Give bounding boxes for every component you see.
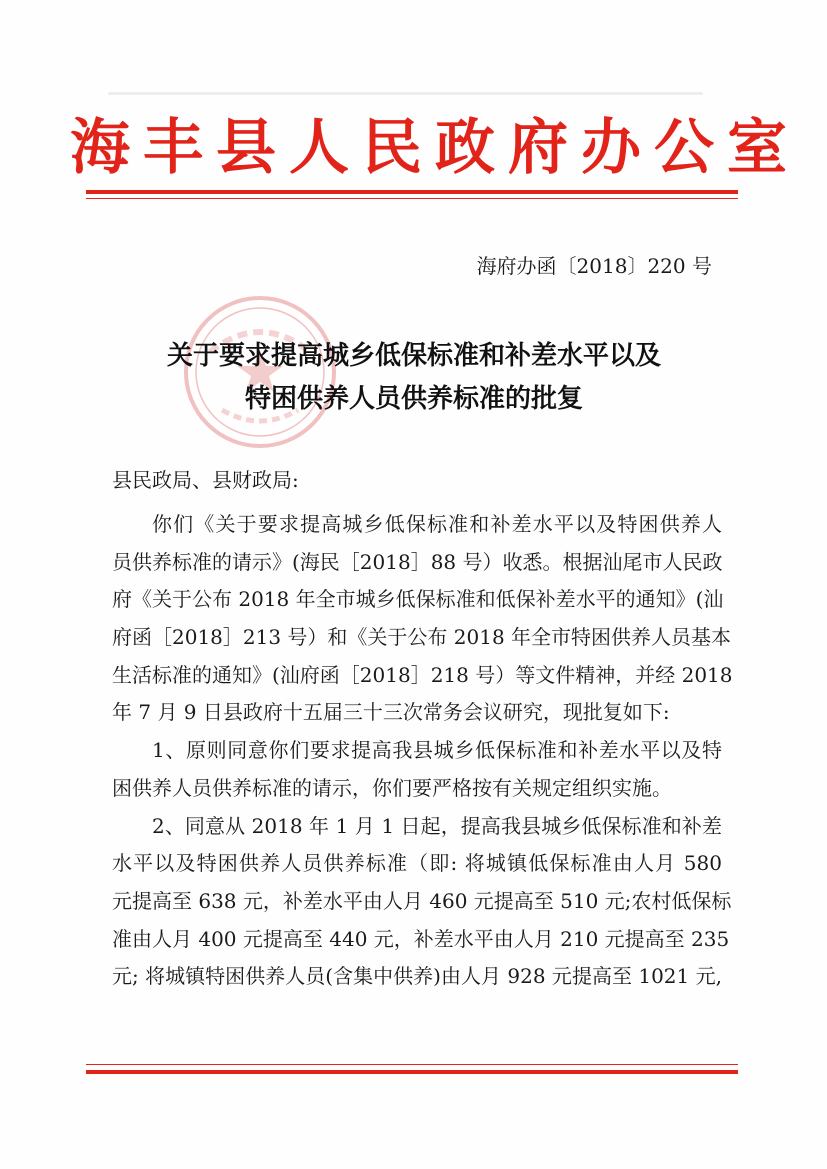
document-title <box>70 335 758 421</box>
body-line: 府函［2018］213 号）和《关于公布 2018 年全市特困供养人员基本 <box>112 625 732 650</box>
body-line: 水平以及特困供养人员供养标准（即: 将城镇低保标准由人月 580 <box>112 851 722 876</box>
body-line: 1、原则同意你们要求提高我县城乡低保标准和补差水平以及特 <box>152 738 722 763</box>
body-line: 员供养标准的请示》(海民［2018］88 号）收悉。根据汕尾市人民政 <box>112 549 723 574</box>
salutation: 县民政局、县财政局: <box>112 468 299 492</box>
body-line: 府《关于公布 2018 年全市城乡低保标准和低保补差水平的通知》(汕 <box>112 587 724 612</box>
header-red-rule-thick <box>86 190 738 194</box>
body-line: 生活标准的通知》(汕府函［2018］218 号）等文件精神，并经 2018 <box>112 662 733 687</box>
body-line: 元; 将城镇特困供养人员(含集中供养)由人月 928 元提高至 1021 元, <box>112 964 722 989</box>
issuing-authority-header: 海丰县人民政府办公室 <box>70 113 800 183</box>
body-line: 你们《关于要求提高城乡低保标准和补差水平以及特困供养人 <box>152 512 722 536</box>
footer-red-rule-thin <box>86 1064 738 1065</box>
body-line: 困供养人员供养标准的请示，你们要严格按有关规定组织实施。 <box>112 775 672 800</box>
body-line: 准由人月 400 元提高至 440 元，补差水平由人月 210 元提高至 235 <box>112 926 730 951</box>
document-body <box>112 506 733 996</box>
header-red-rule-thin <box>86 198 738 199</box>
document-title-line-1: 关于要求提高城乡低保标准和补差水平以及 <box>166 341 661 371</box>
footer-red-rule-thick <box>86 1070 738 1074</box>
body-line: 年 7 月 9 日县政府十五届三十三次常务会议研究，现批复如下: <box>112 700 670 725</box>
bleed-through-text <box>108 86 728 114</box>
document-title-line-2: 特困供养人员供养标准的批复 <box>244 384 583 414</box>
body-line: 元提高至 638 元，补差水平由人月 460 元提高至 510 元;农村低保标 <box>112 888 732 913</box>
body-line: 2、同意从 2018 年 1 月 1 日起，提高我县城乡低保标准和补差 <box>152 813 722 838</box>
document-number: 海府办函〔2018〕220 号 <box>476 254 712 278</box>
